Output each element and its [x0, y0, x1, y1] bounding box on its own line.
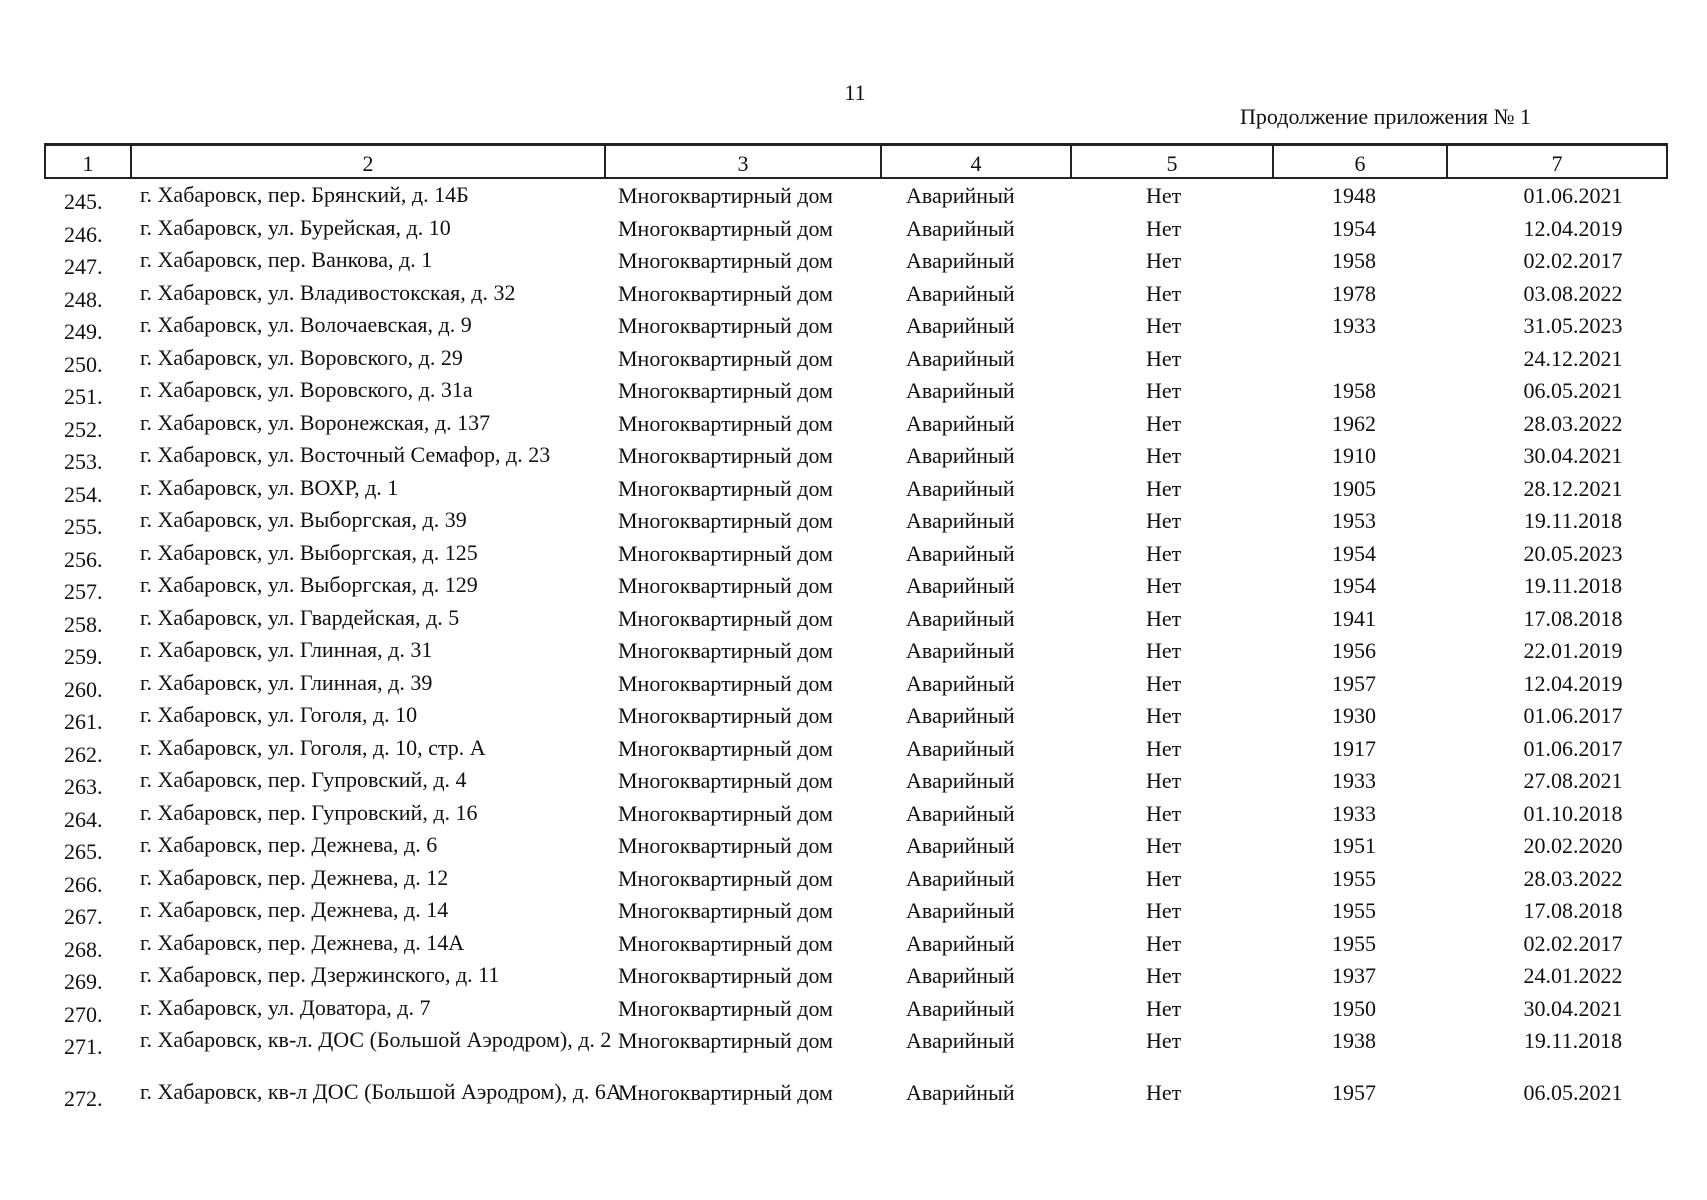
construction-year: 1962 — [1332, 410, 1376, 436]
column-number-header — [44, 143, 1668, 179]
inclusion-flag: Нет — [1146, 443, 1182, 468]
construction-year: 1938 — [1332, 1028, 1376, 1053]
building-condition: Аварийный — [906, 963, 1015, 988]
row-number: 251. — [64, 384, 103, 409]
building-type: Многоквартирный дом — [618, 898, 833, 923]
building-condition: Аварийный — [906, 735, 1015, 761]
building-condition: Аварийный — [906, 215, 1015, 241]
table-row — [44, 411, 1664, 444]
column-header-2: 2 — [131, 145, 605, 179]
recognition-date: 24.01.2022 — [1523, 963, 1623, 988]
construction-year: 1955 — [1332, 865, 1376, 891]
building-condition: Аварийный — [906, 638, 1015, 663]
building-condition: Аварийный — [906, 475, 1015, 501]
construction-year: 1930 — [1332, 703, 1376, 728]
building-address: г. Хабаровск, пер. Дежнева, д. 14 — [140, 897, 449, 922]
table-row — [44, 866, 1664, 899]
row-number: 247. — [64, 254, 103, 279]
building-condition: Аварийный — [906, 410, 1015, 436]
inclusion-flag: Нет — [1146, 410, 1182, 436]
row-number: 248. — [64, 286, 103, 312]
building-condition: Аварийный — [906, 833, 1015, 858]
column-number-row — [45, 145, 1667, 179]
inclusion-flag: Нет — [1146, 768, 1182, 793]
table-row — [44, 1028, 1664, 1080]
recognition-date: 01.06.2021 — [1523, 183, 1623, 208]
construction-year: 1933 — [1332, 768, 1376, 793]
construction-year: 1933 — [1332, 800, 1376, 826]
building-address: г. Хабаровск, пер. Гупровский, д. 4 — [140, 767, 467, 792]
construction-year: 1955 — [1332, 930, 1376, 956]
row-number: 255. — [64, 514, 103, 539]
building-type: Многоквартирный дом — [618, 865, 833, 891]
inclusion-flag: Нет — [1146, 248, 1182, 273]
column-header-7: 7 — [1447, 145, 1667, 179]
construction-year: 1933 — [1332, 313, 1376, 338]
inclusion-flag: Нет — [1146, 930, 1182, 956]
building-address: г. Хабаровск, ул. Доватора, д. 7 — [140, 994, 431, 1020]
construction-year: 1951 — [1332, 833, 1376, 858]
construction-year: 1958 — [1332, 378, 1376, 403]
row-number: 270. — [64, 1001, 103, 1027]
inclusion-flag: Нет — [1146, 703, 1182, 728]
table-row — [44, 573, 1664, 606]
building-address: г. Хабаровск, ул. Бурейская, д. 10 — [140, 214, 451, 240]
construction-year: 1978 — [1332, 280, 1376, 306]
inclusion-flag: Нет — [1146, 670, 1182, 696]
recognition-date: 01.10.2018 — [1523, 800, 1623, 826]
building-type: Многоквартирный дом — [618, 1080, 833, 1105]
table-row — [44, 216, 1664, 249]
row-number: 265. — [64, 839, 103, 864]
table-row — [44, 541, 1664, 574]
construction-year: 1905 — [1332, 475, 1376, 501]
inclusion-flag: Нет — [1146, 573, 1182, 598]
construction-year: 1948 — [1332, 183, 1376, 208]
inclusion-flag: Нет — [1146, 215, 1182, 241]
table-row — [44, 768, 1664, 801]
building-condition: Аварийный — [906, 540, 1015, 566]
recognition-date: 28.03.2022 — [1523, 410, 1623, 436]
table-row — [44, 606, 1664, 639]
building-address: г. Хабаровск, ул. Глинная, д. 31 — [140, 637, 433, 662]
construction-year: 1957 — [1332, 1080, 1376, 1105]
inclusion-flag: Нет — [1146, 638, 1182, 663]
building-address: г. Хабаровск, пер. Брянский, д. 14Б — [140, 182, 469, 207]
row-number: 246. — [64, 221, 103, 247]
building-condition: Аварийный — [906, 605, 1015, 631]
recognition-date: 30.04.2021 — [1523, 443, 1623, 468]
building-address: г. Хабаровск, ул. Восточный Семафор, д. 23 — [140, 442, 551, 467]
page-number: 11 — [844, 80, 866, 105]
building-type: Многоквартирный дом — [618, 345, 833, 371]
building-address: г. Хабаровск, ул. Выборгская, д. 129 — [140, 572, 478, 597]
inclusion-flag: Нет — [1146, 605, 1182, 631]
building-type: Многоквартирный дом — [618, 183, 833, 208]
table-row — [44, 1080, 1664, 1132]
table-row — [44, 183, 1664, 216]
table-row — [44, 281, 1664, 314]
table-row — [44, 833, 1664, 866]
construction-year: 1958 — [1332, 248, 1376, 273]
column-header-1: 1 — [45, 145, 131, 179]
row-number: 250. — [64, 351, 103, 377]
table-row — [44, 898, 1664, 931]
building-type: Многоквартирный дом — [618, 735, 833, 761]
building-address: г. Хабаровск, ул. Воровского, д. 29 — [140, 344, 463, 370]
building-type: Многоквартирный дом — [618, 475, 833, 501]
table-row — [44, 248, 1664, 281]
row-number: 272. — [64, 1086, 103, 1111]
table-row — [44, 801, 1664, 834]
recognition-date: 30.04.2021 — [1523, 995, 1623, 1021]
inclusion-flag: Нет — [1146, 995, 1182, 1021]
building-condition: Аварийный — [906, 345, 1015, 371]
building-condition: Аварийный — [906, 508, 1015, 533]
inclusion-flag: Нет — [1146, 280, 1182, 306]
building-condition: Аварийный — [906, 573, 1015, 598]
building-type: Многоквартирный дом — [618, 833, 833, 858]
inclusion-flag: Нет — [1146, 963, 1182, 988]
row-number: 268. — [64, 936, 103, 962]
building-address: г. Хабаровск, ул. Гоголя, д. 10 — [140, 702, 418, 727]
building-address: г. Хабаровск, пер. Гупровский, д. 16 — [140, 799, 478, 825]
table-row — [44, 313, 1664, 346]
inclusion-flag: Нет — [1146, 475, 1182, 501]
building-type: Многоквартирный дом — [618, 280, 833, 306]
building-address: г. Хабаровск, ул. Гвардейская, д. 5 — [140, 604, 460, 630]
building-condition: Аварийный — [906, 930, 1015, 956]
building-condition: Аварийный — [906, 768, 1015, 793]
recognition-date: 19.11.2018 — [1523, 1028, 1623, 1053]
recognition-date: 24.12.2021 — [1523, 345, 1623, 371]
recognition-date: 31.05.2023 — [1523, 313, 1623, 338]
row-number: 257. — [64, 579, 103, 604]
inclusion-flag: Нет — [1146, 898, 1182, 923]
table-row — [44, 476, 1664, 509]
construction-year: 1953 — [1332, 508, 1376, 533]
building-address: г. Хабаровск, ул. Воронежская, д. 137 — [140, 409, 491, 435]
construction-year: 1956 — [1332, 638, 1376, 663]
table-row — [44, 996, 1664, 1029]
row-number: 260. — [64, 676, 103, 702]
building-address: г. Хабаровск, кв-л ДОС (Большой Аэродром), д. 6А — [140, 1079, 622, 1104]
row-number: 271. — [64, 1034, 103, 1059]
building-address: г. Хабаровск, ул. Воровского, д. 31а — [140, 377, 473, 402]
row-number: 266. — [64, 871, 103, 897]
inclusion-flag: Нет — [1146, 1028, 1182, 1053]
table-row — [44, 443, 1664, 476]
building-type: Многоквартирный дом — [618, 540, 833, 566]
recognition-date: 01.06.2017 — [1523, 703, 1623, 728]
building-condition: Аварийный — [906, 865, 1015, 891]
building-address: г. Хабаровск, ул. Владивостокская, д. 32 — [140, 279, 516, 305]
building-condition: Аварийный — [906, 443, 1015, 468]
building-condition: Аварийный — [906, 898, 1015, 923]
recognition-date: 17.08.2018 — [1523, 898, 1623, 923]
inclusion-flag: Нет — [1146, 540, 1182, 566]
recognition-date: 12.04.2019 — [1523, 215, 1623, 241]
recognition-date: 28.03.2022 — [1523, 865, 1623, 891]
row-number: 262. — [64, 741, 103, 767]
table-row — [44, 638, 1664, 671]
recognition-date: 03.08.2022 — [1523, 280, 1623, 306]
row-number: 245. — [64, 189, 103, 214]
building-condition: Аварийный — [906, 378, 1015, 403]
building-type: Многоквартирный дом — [618, 410, 833, 436]
building-type: Многоквартирный дом — [618, 378, 833, 403]
construction-year: 1954 — [1332, 215, 1376, 241]
building-condition: Аварийный — [906, 1080, 1015, 1105]
inclusion-flag: Нет — [1146, 735, 1182, 761]
construction-year: 1917 — [1332, 735, 1376, 761]
building-condition: Аварийный — [906, 703, 1015, 728]
row-number: 264. — [64, 806, 103, 832]
inclusion-flag: Нет — [1146, 800, 1182, 826]
building-type: Многоквартирный дом — [618, 703, 833, 728]
row-number: 253. — [64, 449, 103, 474]
building-address: г. Хабаровск, кв-л. ДОС (Большой Аэродром), д. 2 — [140, 1027, 612, 1052]
recognition-date: 06.05.2021 — [1523, 378, 1623, 403]
table-row — [44, 703, 1664, 736]
construction-year: 1941 — [1332, 605, 1376, 631]
inclusion-flag: Нет — [1146, 508, 1182, 533]
building-address: г. Хабаровск, ул. Выборгская, д. 39 — [140, 507, 467, 532]
recognition-date: 22.01.2019 — [1523, 638, 1623, 663]
recognition-date: 19.11.2018 — [1523, 508, 1623, 533]
table-row — [44, 963, 1664, 996]
recognition-date: 06.05.2021 — [1523, 1080, 1623, 1105]
building-address: г. Хабаровск, ул. Выборгская, д. 125 — [140, 539, 478, 565]
table-row — [44, 346, 1664, 379]
inclusion-flag: Нет — [1146, 378, 1182, 403]
row-number: 263. — [64, 774, 103, 799]
building-condition: Аварийный — [906, 183, 1015, 208]
building-address: г. Хабаровск, пер. Дежнева, д. 14А — [140, 929, 465, 955]
building-condition: Аварийный — [906, 995, 1015, 1021]
recognition-date: 02.02.2017 — [1523, 248, 1623, 273]
building-type: Многоквартирный дом — [618, 573, 833, 598]
column-header-6: 6 — [1273, 145, 1447, 179]
recognition-date: 01.06.2017 — [1523, 735, 1623, 761]
building-address: г. Хабаровск, ул. Гоголя, д. 10, стр. А — [140, 734, 486, 760]
recognition-date: 19.11.2018 — [1523, 573, 1623, 598]
building-address: г. Хабаровск, пер. Дежнева, д. 6 — [140, 832, 438, 857]
inclusion-flag: Нет — [1146, 313, 1182, 338]
building-type: Многоквартирный дом — [618, 638, 833, 663]
building-type: Многоквартирный дом — [618, 800, 833, 826]
construction-year: 1954 — [1332, 573, 1376, 598]
construction-year: 1957 — [1332, 670, 1376, 696]
building-address: г. Хабаровск, пер. Дежнева, д. 12 — [140, 864, 449, 890]
recognition-date: 20.05.2023 — [1523, 540, 1623, 566]
recognition-date: 27.08.2021 — [1523, 768, 1623, 793]
row-number: 256. — [64, 546, 103, 572]
building-type: Многоквартирный дом — [618, 248, 833, 273]
recognition-date: 02.02.2017 — [1523, 930, 1623, 956]
row-number: 254. — [64, 481, 103, 507]
construction-year: 1910 — [1332, 443, 1376, 468]
building-condition: Аварийный — [906, 280, 1015, 306]
building-type: Многоквартирный дом — [618, 215, 833, 241]
inclusion-flag: Нет — [1146, 833, 1182, 858]
building-type: Многоквартирный дом — [618, 443, 833, 468]
row-number: 249. — [64, 319, 103, 344]
recognition-date: 28.12.2021 — [1523, 475, 1623, 501]
row-number: 267. — [64, 904, 103, 929]
inclusion-flag: Нет — [1146, 865, 1182, 891]
building-address: г. Хабаровск, ул. Волочаевская, д. 9 — [140, 312, 472, 337]
row-number: 269. — [64, 969, 103, 994]
recognition-date: 17.08.2018 — [1523, 605, 1623, 631]
building-condition: Аварийный — [906, 670, 1015, 696]
building-type: Многоквартирный дом — [618, 963, 833, 988]
row-number: 261. — [64, 709, 103, 734]
building-type: Многоквартирный дом — [618, 605, 833, 631]
inclusion-flag: Нет — [1146, 1080, 1182, 1105]
construction-year: 1954 — [1332, 540, 1376, 566]
row-number: 259. — [64, 644, 103, 669]
column-header-3: 3 — [605, 145, 881, 179]
building-condition: Аварийный — [906, 248, 1015, 273]
table-row — [44, 508, 1664, 541]
building-list — [44, 183, 1664, 1132]
building-type: Многоквартирный дом — [618, 930, 833, 956]
inclusion-flag: Нет — [1146, 183, 1182, 208]
construction-year: 1937 — [1332, 963, 1376, 988]
building-type: Многоквартирный дом — [618, 1028, 833, 1053]
row-number: 258. — [64, 611, 103, 637]
building-condition: Аварийный — [906, 800, 1015, 826]
building-address: г. Хабаровск, ул. ВОХР, д. 1 — [140, 474, 399, 500]
building-condition: Аварийный — [906, 1028, 1015, 1053]
recognition-date: 20.02.2020 — [1523, 833, 1623, 858]
table-row — [44, 931, 1664, 964]
building-address: г. Хабаровск, ул. Глинная, д. 39 — [140, 669, 433, 695]
inclusion-flag: Нет — [1146, 345, 1182, 371]
building-type: Многоквартирный дом — [618, 508, 833, 533]
row-number: 252. — [64, 416, 103, 442]
table-row — [44, 671, 1664, 704]
building-address: г. Хабаровск, пер. Дзержинского, д. 11 — [140, 962, 500, 987]
building-address: г. Хабаровск, пер. Ванкова, д. 1 — [140, 247, 433, 272]
table-row — [44, 378, 1664, 411]
construction-year: 1950 — [1332, 995, 1376, 1021]
building-condition: Аварийный — [906, 313, 1015, 338]
column-header-4: 4 — [881, 145, 1071, 179]
table-row — [44, 736, 1664, 769]
building-type: Многоквартирный дом — [618, 313, 833, 338]
appendix-continuation-label: Продолжение приложения № 1 — [1240, 104, 1531, 129]
building-type: Многоквартирный дом — [618, 768, 833, 793]
recognition-date: 12.04.2019 — [1523, 670, 1623, 696]
building-type: Многоквартирный дом — [618, 995, 833, 1021]
building-type: Многоквартирный дом — [618, 670, 833, 696]
construction-year: 1955 — [1332, 898, 1376, 923]
column-header-5: 5 — [1071, 145, 1273, 179]
